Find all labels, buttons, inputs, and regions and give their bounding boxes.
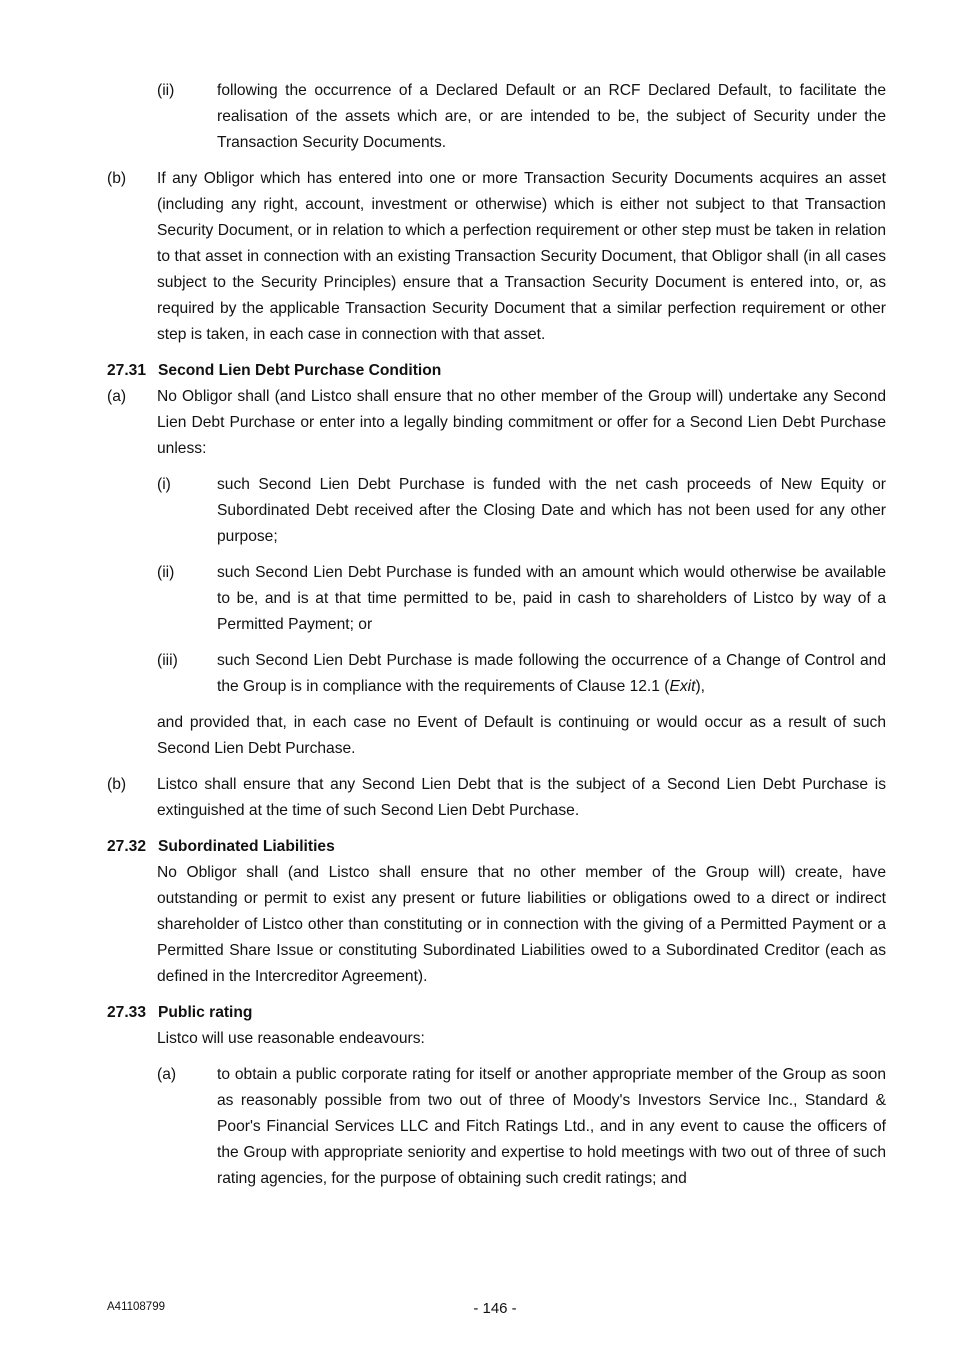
clause-27-33-a-label: (a) [157, 1066, 177, 1083]
clause-27-33-a-text: to obtain a public corporate rating for itself or another appropriate member of the Group as soon as reasonably possible from two out of three of Moody's Investors Service Inc., Standard & Poor's Financial Services LLC and Fitch Ratings Ltd., and in any event to cause the officers of the Group with appropriate seniority and expertise to hold meetings with two out of three of such rating agencies, for the purpose of obtaining such credit ratings; and [217, 1066, 886, 1187]
item-ii-text: following the occurrence of a Declared Default or an RCF Declared Default, to facilitate the realisation of the assets which are, or are intended to be, the subject of Security under the Transaction Security Documents. [217, 82, 886, 151]
clause-27-31-iii-text [217, 648, 886, 700]
item-ii-label: (ii) [157, 82, 175, 99]
clause-27-31-i-text: such Second Lien Debt Purchase is funded with the net cash proceeds of New Equity or Subordinated Debt received after the Closing Date and which has not been used for any other purpose; [217, 476, 886, 545]
footer-page-number: - 146 - [473, 1300, 517, 1317]
clause-27-31-number: 27.31 [107, 362, 147, 379]
clause-27-33-heading [107, 1000, 252, 1026]
clause-27-31-iii-text-italic: Exit [669, 678, 696, 695]
item-b-text: If any Obligor which has entered into one or more Transaction Security Documents acquires an asset (including any right, account, investment or otherwise) which is either not subject to that Transaction Security Document, or in relation to which a perfection requirement or other step must be taken in relation to that asset in connection with an existing Transaction Security Document, that Obligor shall (in all cases subject to the Security Principles) ensure that a Transaction Security Document is entered into, or, as required by the applicable Transaction Security Document that a similar perfection requirement or other step is taken, in each case in connection with that asset. [157, 170, 886, 343]
clause-27-31-ii-label: (ii) [157, 564, 175, 581]
clause-27-31-b-label: (b) [107, 776, 127, 793]
clause-27-31-iii-text-before: such Second Lien Debt Purchase is made following the occurrence of a Change of Control and the Group is in compliance with the requirements of Clause 12.1 ( [217, 652, 886, 695]
clause-27-32-title: Subordinated Liabilities [158, 838, 335, 855]
clause-27-32-heading [107, 834, 335, 860]
clause-27-31-provided-text: and provided that, in each case no Event of Default is continuing or would occur as a result of such Second Lien Debt Purchase. [157, 714, 886, 757]
clause-27-31-heading [107, 358, 441, 384]
clause-27-31-b-text: Listco shall ensure that any Second Lien Debt that is the subject of a Second Lien Debt Purchase is extinguished at the time of such Second Lien Debt Purchase. [157, 776, 886, 819]
item-b-label: (b) [107, 170, 127, 187]
clause-27-32-number: 27.32 [107, 838, 147, 855]
clause-27-31-i-label: (i) [157, 476, 171, 493]
clause-27-33-intro: Listco will use reasonable endeavours: [157, 1030, 425, 1047]
clause-27-33-number: 27.33 [107, 1004, 147, 1021]
clause-27-31-iii-label: (iii) [157, 652, 178, 669]
clause-27-31-a-text: No Obligor shall (and Listco shall ensure that no other member of the Group will) undertake any Second Lien Debt Purchase or enter into a legally binding commitment or offer for a Second Lien Debt Purchase unless: [157, 388, 886, 457]
footer-document-reference: A41108799 [107, 1301, 165, 1313]
clause-27-31-a-label: (a) [107, 388, 127, 405]
clause-27-33-title: Public rating [158, 1004, 253, 1021]
clause-27-32-text: No Obligor shall (and Listco shall ensure that no other member of the Group will) create, have outstanding or permit to exist any present or future liabilities or obligations owed to a direct or indirect shareholder of Listco other than constituting or in connection with the giving of a Permitted Payment or a Permitted Share Issue or constituting Subordinated Liabilities owed to a Subordinated Creditor (each as defined in the Intercreditor Agreement). [157, 864, 886, 985]
clause-27-31-title: Second Lien Debt Purchase Condition [158, 362, 442, 379]
clause-27-31-ii-text: such Second Lien Debt Purchase is funded with an amount which would otherwise be available to be, and is at that time permitted to be, paid in cash to shareholders of Listco by way of a Permitted Payment; or [217, 564, 886, 633]
clause-27-31-iii-text-after: ), [695, 678, 705, 695]
